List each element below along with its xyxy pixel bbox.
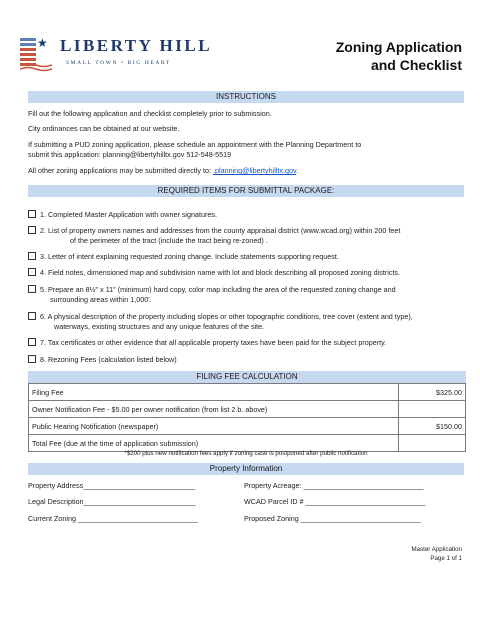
item-number: 8. xyxy=(40,355,46,364)
required-header: REQUIRED ITEMS FOR SUBMITTAL PACKAGE: xyxy=(28,185,464,197)
item-number: 6. xyxy=(40,312,46,321)
instructions-header: INSTRUCTIONS xyxy=(28,91,464,103)
legal-description-field[interactable]: Legal Description____________________________ xyxy=(28,497,196,506)
checklist-item-2 xyxy=(28,226,468,246)
checkbox[interactable] xyxy=(28,338,36,346)
fees-table xyxy=(28,383,466,452)
item-text-cont: of the perimeter of the tract (include the tract being re-zoned) . xyxy=(70,236,268,245)
fees-header: FILING FEE CALCULATION xyxy=(28,371,466,383)
page-footer xyxy=(411,545,462,563)
item-text: Prepare an 8½" x 11" (minimum) hard copy, color map including the area of the requested zoning change and xyxy=(48,285,396,294)
fee-label: Filing Fee xyxy=(29,384,399,401)
instructions-p3 xyxy=(28,140,468,160)
fee-amount[interactable] xyxy=(399,401,466,418)
item-text: Rezoning Fees (calculation listed below) xyxy=(48,355,177,364)
proposed-zoning-field[interactable]: Proposed Zoning ______________________________ xyxy=(244,514,421,523)
checklist-item-5 xyxy=(28,285,468,305)
logo-star-icon: ★ xyxy=(37,36,48,50)
table-row xyxy=(29,435,466,452)
checklist-item-7 xyxy=(28,338,468,348)
checkbox[interactable] xyxy=(28,210,36,218)
checklist-item-4 xyxy=(28,268,468,278)
logo-wave-icon xyxy=(20,62,52,72)
fee-label: Total Fee (due at the time of application submission) xyxy=(29,435,399,452)
checkbox[interactable] xyxy=(28,252,36,260)
instructions-p4-text: All other zoning applications may be submitted directly to: xyxy=(28,166,213,175)
item-text: A physical description of the property including slopes or other topographic conditions, tree cover (extent and type), xyxy=(47,312,413,321)
checklist-item-8 xyxy=(28,355,468,365)
planning-email-link[interactable]: .planning@libertyhilltx.gov xyxy=(212,166,297,175)
checkbox[interactable] xyxy=(28,226,36,234)
item-number: 5. xyxy=(40,285,46,294)
table-row xyxy=(29,418,466,435)
instructions-p4 xyxy=(28,166,468,176)
logo-name: LIBERTY HILL xyxy=(60,36,213,55)
checklist-item-3 xyxy=(28,252,468,262)
title-line-2: and Checklist xyxy=(370,57,462,73)
instructions-p3-line2: submit this application: planning@libertyhilltx.gov 512-548-5519 xyxy=(28,150,232,159)
property-acreage-field[interactable]: Property Acreage: ______________________________ xyxy=(244,481,424,490)
instructions-p2: City ordinances can be obtained at our website. xyxy=(28,124,180,133)
logo-tagline: SMALL TOWN • BIG HEART xyxy=(66,60,171,66)
instructions-p3-line1: If submitting a PUD zoning application, please schedule an appointment with the Planning Department to xyxy=(28,140,362,149)
item-number: 3. xyxy=(40,252,46,261)
item-text: List of property owners names and addresses from the county appraisal district (www.wcad.org) within 200 feet xyxy=(48,226,401,235)
item-number: 4. xyxy=(40,268,46,277)
instructions-p1: Fill out the following application and checklist completely prior to submission. xyxy=(28,109,272,118)
fee-label: Public Hearing Notification (newspaper) xyxy=(29,418,399,435)
checkbox[interactable] xyxy=(28,312,36,320)
checklist-item-1 xyxy=(28,210,468,220)
fee-amount[interactable] xyxy=(399,435,466,452)
item-text: Completed Master Application with owner signatures. xyxy=(48,210,217,219)
property-address-field[interactable]: Property Address____________________________ xyxy=(28,481,196,490)
page-title xyxy=(336,38,462,74)
item-number: 1. xyxy=(40,210,46,219)
checkbox[interactable] xyxy=(28,268,36,276)
fee-amount[interactable]: $150.00 xyxy=(399,418,466,435)
item-text: Field notes, dimensioned map and subdivision name with lot and block describing all proposed zoning districts. xyxy=(48,268,400,277)
footer-doc-name: Master Application xyxy=(411,546,462,553)
current-zoning-field[interactable]: Current Zoning ______________________________ xyxy=(28,514,198,523)
item-text-cont: surrounding areas within 1,000'. xyxy=(50,295,152,304)
table-row xyxy=(29,401,466,418)
fee-amount[interactable]: $325.00 xyxy=(399,384,466,401)
checkbox[interactable] xyxy=(28,285,36,293)
footer-page-number: Page 1 of 1 xyxy=(430,555,462,562)
item-text: Letter of intent explaining requested zoning change. Include statements supporting request. xyxy=(48,252,339,261)
table-row xyxy=(29,384,466,401)
property-header: Property Information xyxy=(28,463,464,475)
item-text-cont: waterways, existing structures and any unique features of the site. xyxy=(54,322,265,331)
checkbox[interactable] xyxy=(28,355,36,363)
item-number: 2. xyxy=(40,226,46,235)
item-text: Tax certificates or other evidence that all applicable property taxes have been paid for the subject property. xyxy=(47,338,387,347)
wcad-parcel-field[interactable]: WCAD Parcel ID # ______________________________ xyxy=(244,497,426,506)
fee-label: Owner Notification Fee - $5.00 per owner notification (from list 2.b. above) xyxy=(29,401,399,418)
fees-note: *$200 plus new notification fees apply if zoning case is postponed after public notification xyxy=(124,450,368,457)
item-number: 7. xyxy=(40,338,46,347)
checklist-item-6 xyxy=(28,312,468,332)
title-line-1: Zoning Application xyxy=(335,39,462,55)
instructions-p4-end: . xyxy=(296,166,299,175)
